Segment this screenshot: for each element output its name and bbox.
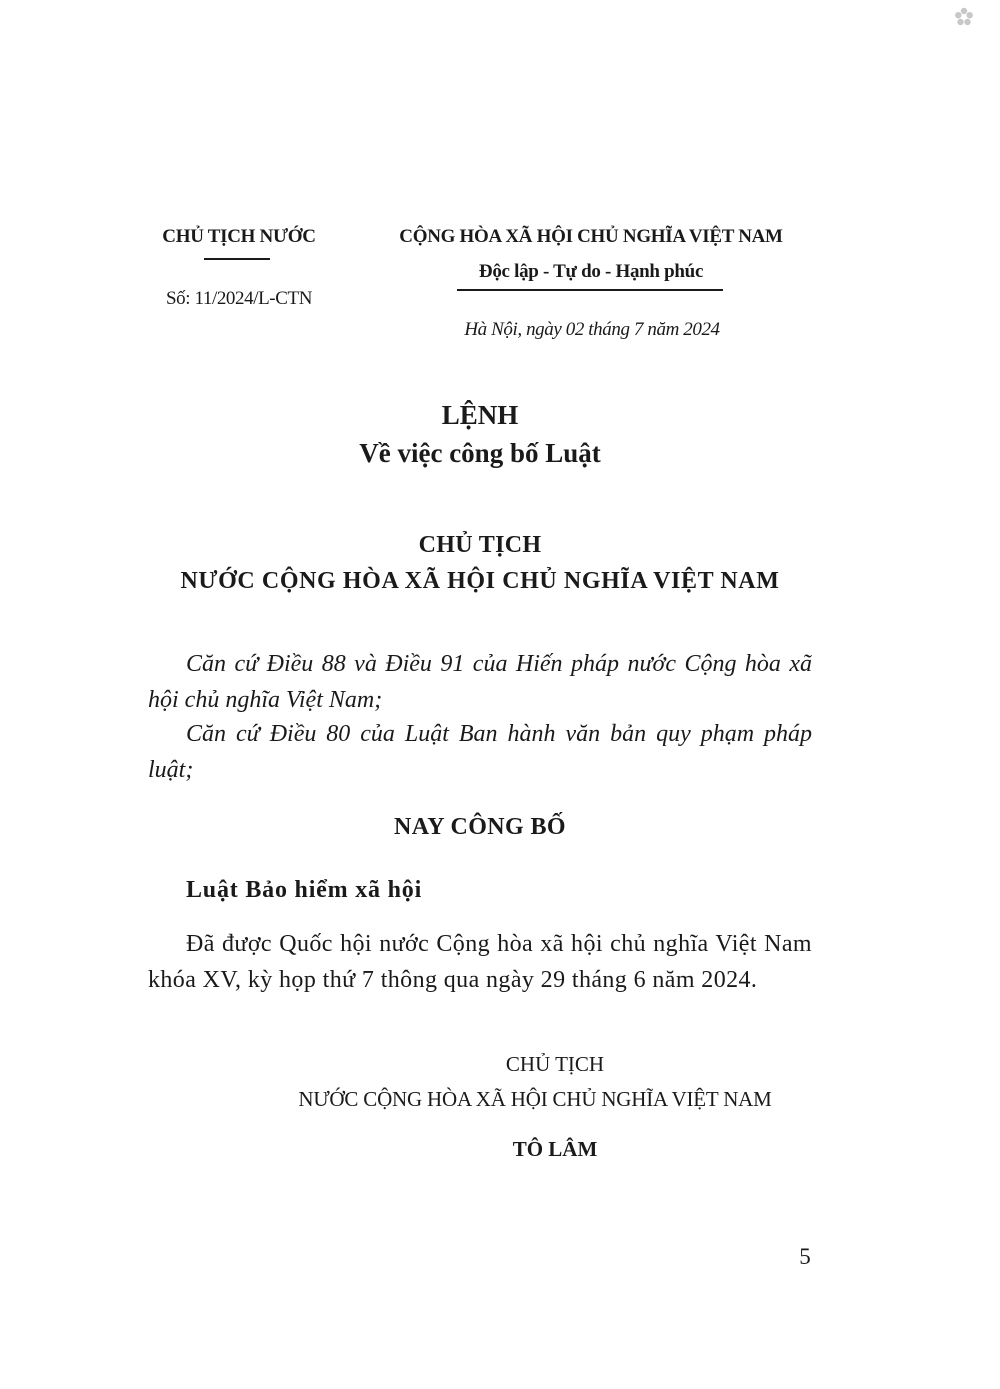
authority-title: CHỦ TỊCH: [418, 532, 542, 558]
motto-underline: [457, 289, 723, 291]
legal-basis-1: Căn cứ Điều 88 và Điều 91 của Hiến pháp nước Cộng hòa xã hội chủ nghĩa Việt Nam;: [148, 651, 812, 713]
state-name: CỘNG HÒA XÃ HỘI CHỦ NGHĨA VIỆT NAM: [399, 226, 783, 247]
signer-name: TÔ LÂM: [512, 1137, 598, 1161]
announcement-heading: NAY CÔNG BỐ: [394, 814, 566, 840]
place-and-date: Hà Nội, ngày 02 tháng 7 năm 2024: [464, 319, 720, 340]
national-motto: Độc lập - Tự do - Hạnh phúc: [478, 261, 704, 282]
authority-organization: NƯỚC CỘNG HÒA XÃ HỘI CHỦ NGHĨA VIỆT NAM: [180, 568, 780, 594]
issuer-underline: [204, 258, 270, 260]
document-type: LỆNH: [441, 400, 519, 430]
document-number: Số: 11/2024/L-CTN: [165, 288, 313, 309]
signature-organization: NƯỚC CỘNG HÒA XÃ HỘI CHỦ NGHĨA VIỆT NAM: [298, 1087, 772, 1111]
issuer-name: CHỦ TỊCH NƯỚC: [162, 226, 316, 247]
flower-icon: [953, 6, 975, 28]
signature-title: CHỦ TỊCH: [505, 1052, 605, 1076]
document-subject: Về việc công bố Luật: [359, 438, 601, 468]
legal-basis-2: Căn cứ Điều 80 của Luật Ban hành văn bản quy phạm pháp luật;: [148, 721, 812, 783]
law-name: Luật Bảo hiểm xã hội: [186, 877, 423, 903]
page-number: 5: [799, 1244, 811, 1269]
adoption-text: Đã được Quốc hội nước Cộng hòa xã hội chủ nghĩa Việt Nam khóa XV, kỳ họp thứ 7 thông qua ngày 29 tháng 6 năm 2024.: [148, 931, 812, 993]
